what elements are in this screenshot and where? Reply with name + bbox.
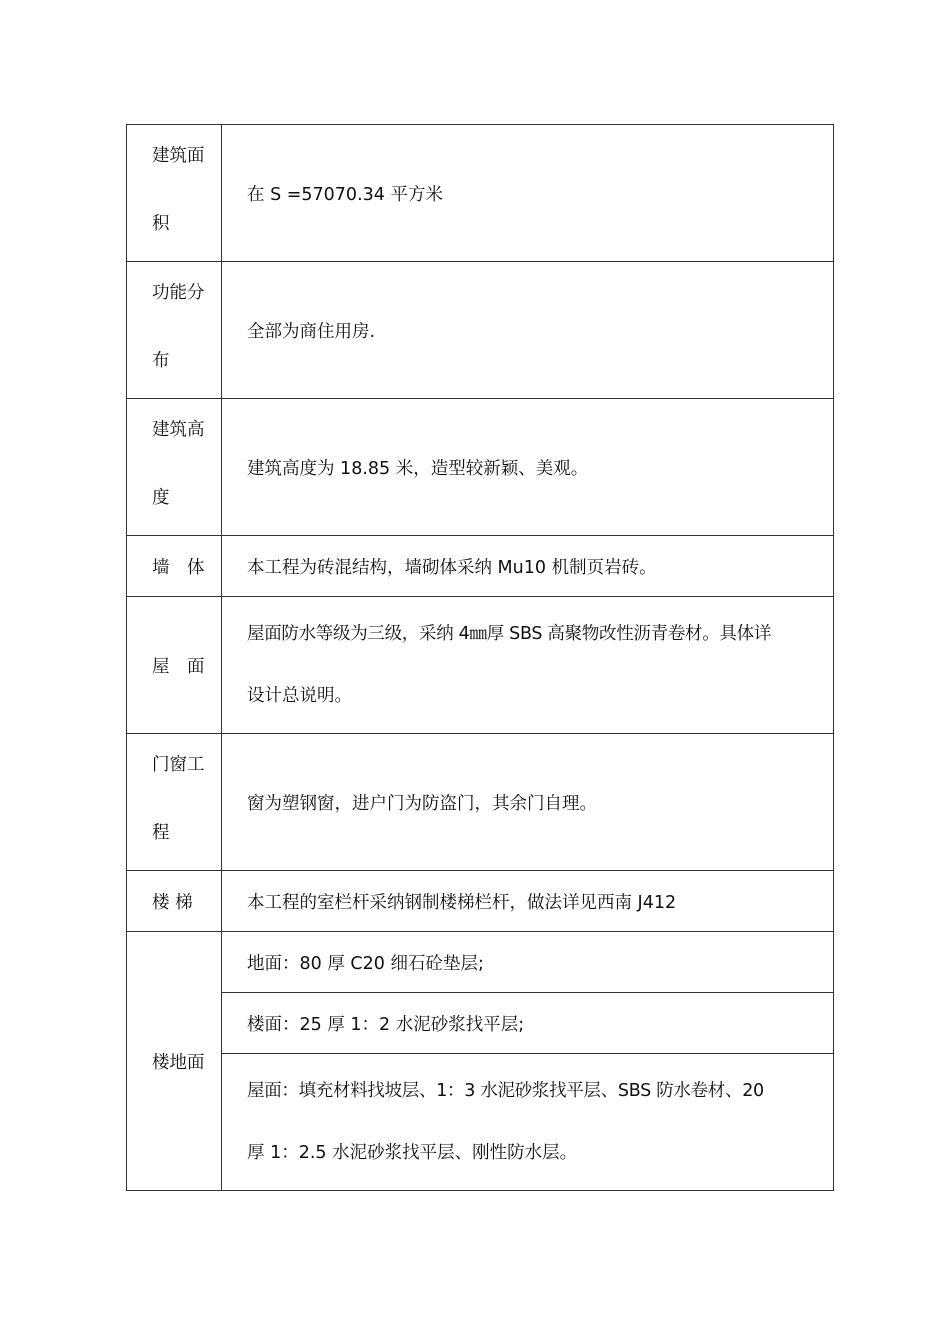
row-label (127, 399, 222, 536)
row-content-line: 屋面：填充材料找坡层、1：3 水泥砂浆找平层、SBS 防水卷材、20 (247, 1081, 764, 1101)
row-label-line: 度 (152, 488, 170, 508)
row-label (127, 734, 222, 871)
row-label-line: 门窗工 (152, 755, 205, 775)
row-label: 墙 体 (127, 536, 222, 597)
row-label (127, 262, 222, 399)
row-label-line: 功能分 (152, 283, 205, 303)
table-row (127, 597, 834, 734)
row-label (127, 125, 222, 262)
table-row (127, 932, 834, 993)
table-row (127, 125, 834, 262)
row-content: 楼面：25 厚 1：2 水泥砂浆找平层; (222, 993, 834, 1054)
table-row (127, 993, 834, 1054)
table-row (127, 871, 834, 932)
row-label-line: 程 (152, 823, 170, 843)
row-label-line: 积 (152, 214, 170, 234)
row-content (222, 1054, 834, 1191)
row-label-line: 建筑面 (152, 146, 205, 166)
row-content: 全部为商住用房. (222, 262, 834, 399)
table-row (127, 399, 834, 536)
row-content (222, 597, 834, 734)
row-content: 本工程为砖混结构，墙砌体采纳 Mu10 机制页岩砖。 (222, 536, 834, 597)
row-content: 在 S =57070.34 平方米 (222, 125, 834, 262)
building-info-table (126, 124, 834, 1191)
row-label-line: 布 (152, 351, 170, 371)
row-content: 建筑高度为 18.85 米，造型较新颖、美观。 (222, 399, 834, 536)
row-content: 本工程的室栏杆采纳钢制楼梯栏杆，做法详见西南 J412 (222, 871, 834, 932)
row-label: 楼地面 (127, 932, 222, 1191)
row-content-line: 设计总说明。 (247, 686, 352, 706)
row-label: 屋 面 (127, 597, 222, 734)
table-row (127, 734, 834, 871)
table-row (127, 536, 834, 597)
row-label: 楼 梯 (127, 871, 222, 932)
row-content-line: 屋面防水等级为三级，采纳 4㎜厚 SBS 高聚物改性沥青卷材。具体详 (247, 624, 772, 644)
row-content: 窗为塑钢窗，进户门为防盗门，其余门自理。 (222, 734, 834, 871)
row-content-line: 厚 1：2.5 水泥砂浆找平层、刚性防水层。 (247, 1143, 578, 1163)
row-label-line: 建筑高 (152, 420, 205, 440)
table-row (127, 1054, 834, 1191)
row-content: 地面：80 厚 C20 细石砼垫层; (222, 932, 834, 993)
table-row (127, 262, 834, 399)
